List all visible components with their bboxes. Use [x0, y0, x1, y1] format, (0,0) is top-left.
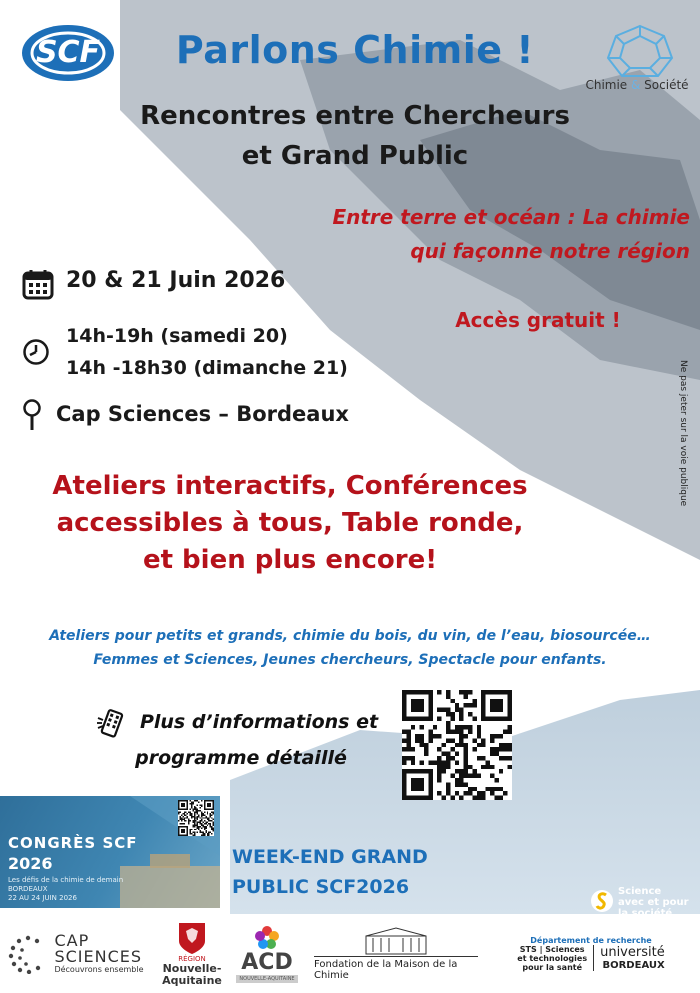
scf-logo-text: SCF [35, 35, 101, 70]
scf-logo [18, 22, 118, 84]
science-s-icon [590, 886, 614, 916]
chimie-societe-label: Chimie & Société [585, 78, 689, 92]
chimie-societe-logo [600, 22, 680, 80]
vertical-disclaimer: Ne pas jeter sur la voie publique [678, 360, 688, 507]
acd-logo: ACD NOUVELLE-AQUITAINE [232, 914, 302, 993]
event-date: 20 & 21 Juin 2026 [66, 268, 286, 293]
fondation-building-icon [361, 926, 431, 956]
partners-footer [0, 914, 700, 993]
region-lion-icon [177, 921, 207, 955]
highlight-line-1: Ateliers interactifs, Conférences [52, 471, 528, 501]
cap-sciences-logo: CAP SCIENCES Découvrons ensemble [6, 914, 146, 993]
event-time-saturday: 14h-19h (samedi 20) [66, 325, 288, 347]
event-place: Cap Sciences – Bordeaux [56, 402, 349, 426]
more-info-text [96, 704, 386, 776]
fondation-maison-chimie-logo: Fondation de la Maison de la Chimie [314, 914, 478, 993]
cap-sciences-c-icon [8, 934, 48, 974]
congress-banner [0, 796, 220, 908]
location-pin-icon [22, 398, 46, 432]
banner-title: CONGRÈS SCF [8, 834, 138, 852]
science-societe-logo: Science avec et pour [590, 886, 698, 918]
subtitle-line-1: Rencontres entre Chercheurs [140, 101, 570, 131]
highlight-line-3: et bien plus encore! [142, 545, 438, 575]
activities-list [10, 624, 690, 672]
region-nouvelle-aquitaine-logo: RÉGION Nouvelle- Aquitaine [160, 914, 224, 993]
activities-line-2: Femmes et Sciences, Jeunes chercheurs, Spectacle pour enfants. [93, 652, 607, 668]
page-subtitle [90, 96, 620, 176]
smartphone-icon [96, 708, 126, 738]
more-info-line-2: programme détaillé [135, 747, 347, 769]
banner-subtitle: Les défis de la chimie de demain BORDEAUX 22 AU 24 JUIN 2026 [8, 876, 124, 902]
highlight-text [20, 468, 560, 579]
event-theme [250, 200, 690, 268]
qr-code[interactable] [402, 690, 512, 800]
qr-code-graphic [402, 690, 512, 800]
theme-line-2: qui façonne notre région [410, 239, 690, 263]
event-time-sunday: 14h -18h30 (dimanche 21) [66, 357, 348, 379]
theme-line-1: Entre terre et océan : La chimie [332, 205, 690, 229]
weekend-label: WEEK-END GRAND PUBLIC SCF2026 [232, 846, 428, 898]
universite-bordeaux-logo: Département de recherche STS | Sciences et technologies pour la santé université BORDEAUX [517, 935, 665, 972]
more-info-line-1: Plus d’informations et [139, 711, 379, 733]
page-title: Parlons Chimie ! [175, 28, 535, 72]
clock-icon [22, 338, 50, 366]
event-times [66, 320, 348, 384]
activities-line-1: Ateliers pour petits et grands, chimie du bois, du vin, de l’eau, biosourcée… [49, 628, 651, 644]
banner-qr-code [178, 800, 214, 836]
acd-flower-icon [252, 924, 282, 950]
subtitle-line-2: et Grand Public [241, 141, 469, 171]
free-access-label: Accès gratuit ! [455, 308, 621, 332]
highlight-line-2: accessibles à tous, Table ronde, [56, 508, 524, 538]
calendar-icon [22, 268, 54, 300]
banner-year: 2026 [8, 854, 53, 873]
